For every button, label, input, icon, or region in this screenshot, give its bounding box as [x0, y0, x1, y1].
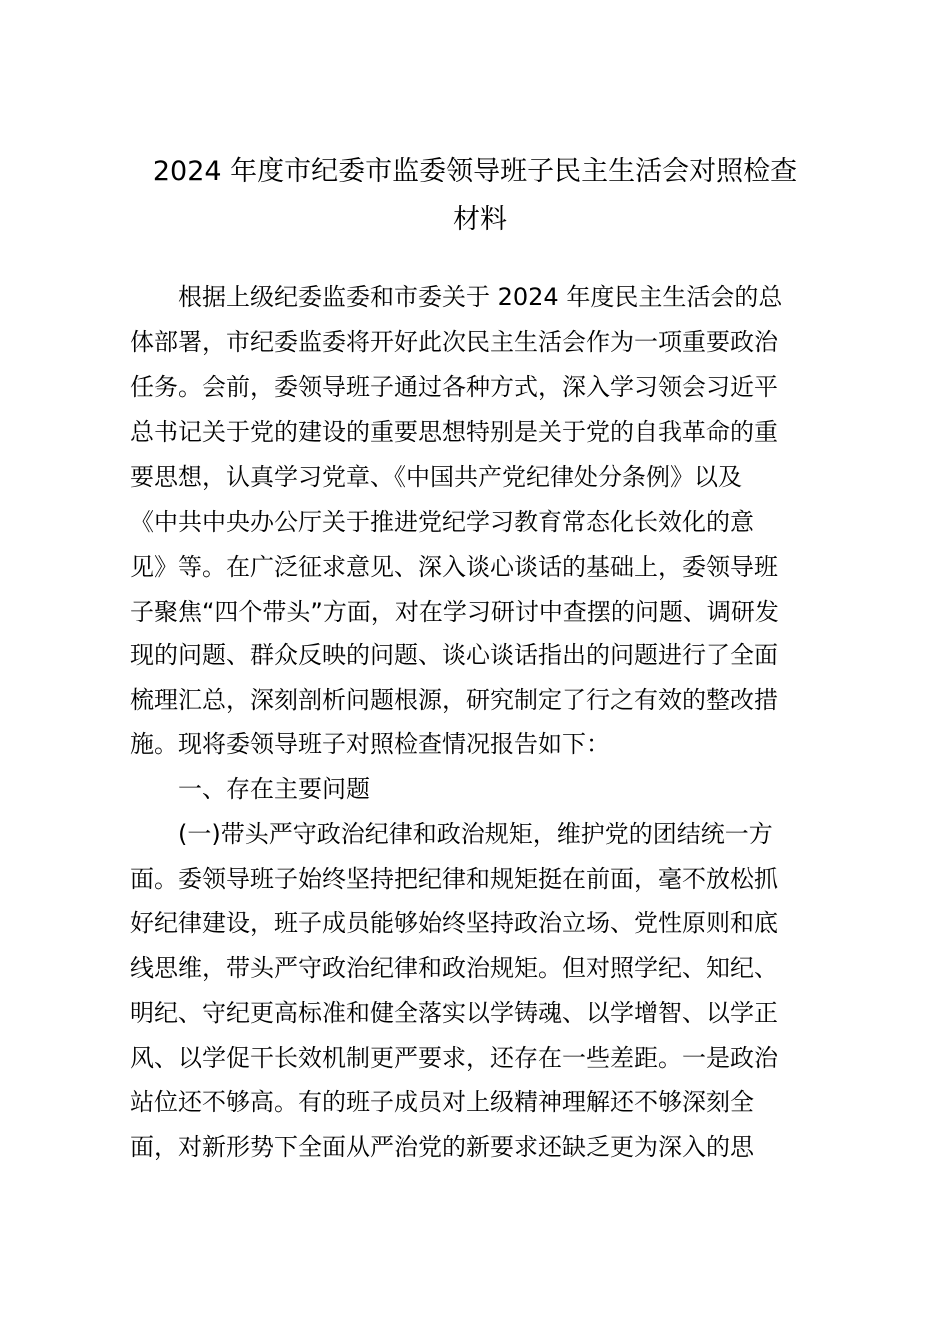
- paragraph-line: 梳理汇总，深刻剖析问题根源，研究制定了行之有效的整改措: [130, 686, 778, 714]
- paragraph-line: 现的问题、群众反映的问题、谈心谈话指出的问题进行了全面: [130, 641, 778, 669]
- paragraph-line: 见》等。在广泛征求意见、深入谈心谈话的基础上，委领导班: [130, 553, 778, 581]
- paragraph-line: 《中共中央办公厅关于推进党纪学习教育常态化长效化的意: [130, 508, 754, 536]
- paragraph-line: 好纪律建设，班子成员能够始终坚持政治立场、党性原则和底: [130, 909, 778, 937]
- paragraph-line: 面。委领导班子始终坚持把纪律和规矩挺在前面，毫不放松抓: [130, 865, 778, 893]
- paragraph-line: 线思维，带头严守政治纪律和政治规矩。但对照学纪、知纪、: [130, 954, 778, 982]
- document-title-line-1: 2024 年度市纪委市监委领导班子民主生活会对照检查: [152, 156, 798, 187]
- paragraph-line: 体部署，市纪委监委将开好此次民主生活会作为一项重要政治: [130, 328, 778, 356]
- paragraph-line: 站位还不够高。有的班子成员对上级精神理解还不够深刻全: [130, 1088, 754, 1116]
- paragraph-line: 子聚焦“四个带头”方面，对在学习研讨中查摆的问题、调研发: [130, 598, 779, 626]
- document-title-line-2: 材料: [453, 204, 507, 235]
- section-heading: 一、存在主要问题: [178, 775, 370, 803]
- paragraph-line: 施。现将委领导班子对照检查情况报告如下：: [130, 730, 610, 758]
- paragraph-line: 面，对新形势下全面从严治党的新要求还缺乏更为深入的思: [130, 1133, 754, 1161]
- paragraph-line: 要思想，认真学习党章、《中国共产党纪律处分条例》以及: [130, 463, 742, 491]
- subsection-heading-line: (一)带头严守政治纪律和政治规矩，维护党的团结统一方: [178, 820, 773, 848]
- paragraph-line: 任务。会前，委领导班子通过各种方式，深入学习领会习近平: [130, 373, 778, 401]
- paragraph-line: 明纪、守纪更高标准和健全落实以学铸魂、以学增智、以学正: [130, 999, 778, 1027]
- paragraph-line: 总书记关于党的建设的重要思想特别是关于党的自我革命的重: [130, 418, 778, 446]
- paragraph-line: 根据上级纪委监委和市委关于 2024 年度民主生活会的总: [178, 283, 783, 311]
- paragraph-line: 风、以学促干长效机制更严要求，还存在一些差距。一是政治: [130, 1044, 778, 1072]
